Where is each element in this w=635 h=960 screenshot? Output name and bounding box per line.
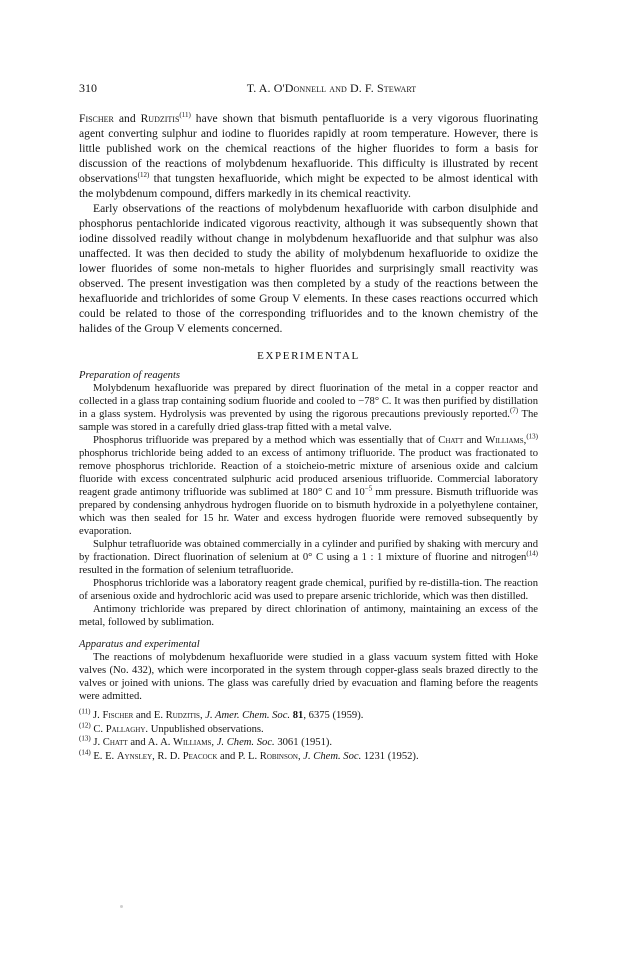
section-title: EXPERIMENTAL xyxy=(257,350,360,362)
author-name: Rudzitis xyxy=(140,112,180,125)
intro-section xyxy=(79,111,538,336)
subheading-apparatus: Apparatus and experimental xyxy=(79,639,200,650)
citation-marker: (7) xyxy=(509,406,519,415)
exponent: −5 xyxy=(364,484,373,493)
citation-marker: (11) xyxy=(179,111,191,120)
paragraph-sulphur: Sulphur tetrafluoride was obtained commercially in a cylinder and purified by shaking with mercury and by fractionation. Direct fluorination of selenium at 0° C using a 1 : 1 mixture of fluorine and nitrogen$^{(14)}$ resulted in the formation of selenium tetrafluoride. xyxy=(79,539,538,576)
author-name: Williams, xyxy=(485,435,527,446)
reference-item: $^{(11)}$ J. Fischer and E. Rudzitis, J. Amer. Chem. Soc. 81, 6375 (1959). xyxy=(79,707,364,721)
references xyxy=(79,709,538,763)
experimental-section xyxy=(79,369,538,703)
citation-marker: (14) xyxy=(526,549,538,558)
paragraph-phosphorus-trifluoride: Phosphorus trifluoride was prepared by a method which was essentially that of Chatt and Williams,$^{(13)}$ phosphorus trichloride being added to an excess of antimony trifluoride. The product was fractionated to remove phosphorus trichloride. Reaction of a stoicheio-metric mixture of arsenious oxide and calcium fluoride with excess concentrated sulphuric acid produced arsenious trifluoride. Commercial laboratory reagent grade antimony trifluoride was sublimed at 180° C and $10^{-5}$ mm pressure. Bismuth trifluoride was prepared by condensing anhydrous hydrogen fluoride on to bismuth hydroxide in a polyethylene container, which was then sealed for 15 hr. Water and excess hydrogen fluoride were removed subsequently by evaporation. xyxy=(79,432,538,537)
author-name: Fischer xyxy=(79,112,114,125)
reference-item: $^{(12)}$ C. Pallaghy. Unpublished observations. xyxy=(79,720,264,735)
intro-paragraph-1: Fischer and Rudzitis$^{(11)}$ have shown that bismuth pentafluoride is a very vigorous fluorinating agent converting sulphur and iodine to fluorides rapidly at room temperature. However, there is little published work on the chemical reactions of the higher fluorides to form a basis for discussion of the reactions of molybdenum hexafluoride. This difficulty is illustrated by recent observations$^{(12)}$ that tungsten hexafluoride, which might be expected to be almost identical with the molybdenum compound, differs markedly in its chemical reactivity. xyxy=(79,111,538,200)
subheading-preparation: Preparation of reagents xyxy=(79,370,181,381)
page-header xyxy=(79,81,538,95)
running-head: T. A. O'Donnell and D. F. Stewart xyxy=(246,81,417,95)
citation-marker: (13) xyxy=(526,432,538,441)
citation-marker: (12) xyxy=(137,171,150,180)
reference-item: $^{(14)}$ E. E. Aynsley, R. D. Peacock and P. L. Robinson, J. Chem. Soc. 1231 (1952). xyxy=(79,747,419,762)
paragraph-apparatus: The reactions of molybdenum hexafluoride were studied in a glass vacuum system fitted with Hoke valves (No. 432), which were incorporated in the system through copper-glass seals brazed directly to the valves or joined with unions. The glass was carefully dried by evacuation and flaming before the reagents were admitted. xyxy=(79,652,538,702)
author-name: Chatt xyxy=(438,435,464,446)
paper-mark xyxy=(120,905,123,908)
paragraph-antimony-trichloride: Antimony trichloride was prepared by direct chlorination of antimony, maintaining an excess of the metal, followed by sublimation. xyxy=(79,604,538,628)
paragraph-phosphorus-trichloride: Phosphorus trichloride was a laboratory reagent grade chemical, purified by re-distilla-tion. The reaction of arsenious oxide and hydrochloric acid was used to prepare arsenic trichloride, which was then distilled. xyxy=(79,578,538,602)
intro-paragraph-2: Early observations of the reactions of molybdenum hexafluoride with carbon disulphide and phosphorus pentachloride indicated vigorous reactivity, although it was subsequently shown that iodine dissolved readily without change in molybdenum hexafluoride and that sulphur was also unaffected. It was then decided to study the ability of molybdenum hexafluoride to oxidize the lower fluorides of some non-metals to higher fluorides and surprisingly small reactivity was observed. The present investigation was then completed by a study of the reactions between the hexafluoride and trichlorides of some Group V elements. In these cases reactions occurred which could be related to those of the corresponding trifluorides and to the known chemistry of the halides of the Group V elements concerned. xyxy=(79,202,538,335)
page-number: 310 xyxy=(79,81,97,95)
paragraph-molybdenum: Molybdenum hexafluoride was prepared by direct fluorination of the metal in a copper reactor and collected in a glass trap containing sodium fluoride and cooled to −78° C. It was then purified by distillation in a glass system. Hydrolysis was prevented by using the rigorous precautions previously reported.$^{(7)}$ The sample was stored in a carefully dried glass-trap fitted with a metal valve. xyxy=(79,383,538,433)
reference-item: $^{(13)}$ J. Chatt and A. A. Williams, J. Chem. Soc. 3061 (1951). xyxy=(79,734,333,748)
